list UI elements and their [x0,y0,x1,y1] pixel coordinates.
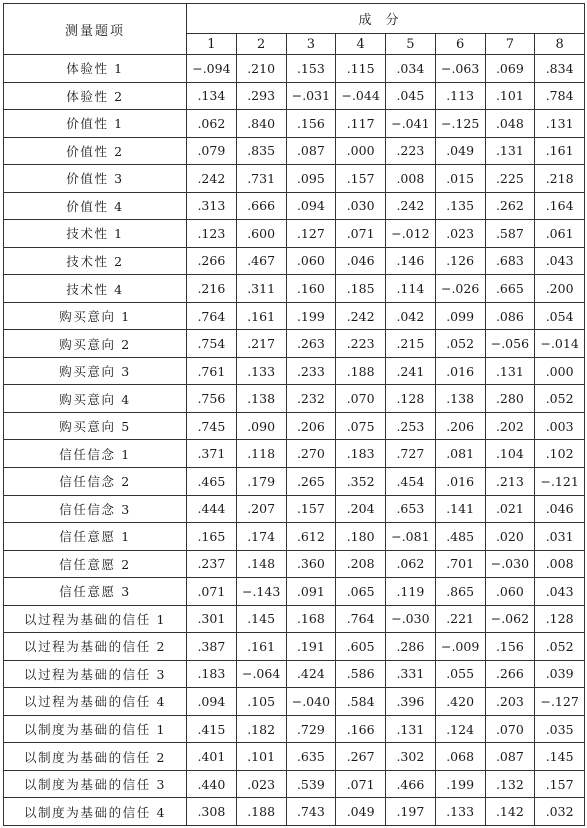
loading-value-cell: .207 [236,495,286,523]
loading-value-cell: .465 [187,467,237,495]
item-label-cell: 以过程为基础的信任 2 [4,633,187,661]
item-label-cell: 信任信念 3 [4,495,187,523]
loading-value-cell: .605 [336,633,386,661]
loading-value-cell: −.127 [535,688,585,716]
loading-value-cell: .055 [435,660,485,688]
table-row [4,165,585,193]
component-number-header: 2 [236,34,286,55]
loading-value-cell: .293 [236,82,286,110]
loading-value-cell: .094 [187,688,237,716]
loading-value-cell: .191 [286,633,336,661]
loading-value-cell: .180 [336,523,386,551]
loading-value-cell: .188 [236,798,286,826]
loading-value-cell: .761 [187,357,237,385]
loading-value-cell: .764 [336,605,386,633]
loading-value-cell: .183 [336,440,386,468]
table-row [4,798,585,826]
loading-value-cell: .123 [187,220,237,248]
loading-value-cell: .146 [386,247,436,275]
loading-value-cell: .003 [535,412,585,440]
loading-value-cell: .069 [485,55,535,83]
item-label-cell: 以过程为基础的信任 1 [4,605,187,633]
loading-value-cell: .183 [187,660,237,688]
component-number-header: 7 [485,34,535,55]
loading-value-cell: .060 [485,578,535,606]
loading-value-cell: .087 [485,743,535,771]
loading-value-cell: .834 [535,55,585,83]
loading-value-cell: .020 [485,523,535,551]
loading-value-cell: .131 [386,715,436,743]
table-row [4,743,585,771]
component-number-header: 8 [535,34,585,55]
table-row [4,715,585,743]
loading-value-cell: .242 [187,165,237,193]
table-row [4,385,585,413]
loading-value-cell: .865 [435,578,485,606]
loading-value-cell: .600 [236,220,286,248]
loading-value-cell: .666 [236,192,286,220]
loading-value-cell: .101 [236,743,286,771]
loading-value-cell: .262 [485,192,535,220]
item-label-cell: 购买意向 2 [4,330,187,358]
item-label-cell: 信任信念 2 [4,467,187,495]
loading-value-cell: .764 [187,302,237,330]
loading-value-cell: −.026 [435,275,485,303]
loading-value-cell: −.094 [187,55,237,83]
loading-value-cell: −.030 [386,605,436,633]
loading-value-cell: .701 [435,550,485,578]
table-row [4,688,585,716]
loading-value-cell: .233 [286,357,336,385]
loading-value-cell: .138 [236,385,286,413]
loading-value-cell: .242 [336,302,386,330]
loading-value-cell: .743 [286,798,336,826]
loading-value-cell: .016 [435,467,485,495]
item-label-cell: 技术性 2 [4,247,187,275]
loading-value-cell: .156 [286,110,336,138]
table-row [4,495,585,523]
loading-value-cell: .118 [236,440,286,468]
loading-value-cell: .115 [336,55,386,83]
loading-value-cell: −.064 [236,660,286,688]
loading-value-cell: .203 [485,688,535,716]
loading-value-cell: .048 [485,110,535,138]
loading-value-cell: .179 [236,467,286,495]
loading-value-cell: .784 [535,82,585,110]
component-number-header: 6 [435,34,485,55]
loading-value-cell: .046 [535,495,585,523]
item-label-cell: 购买意向 1 [4,302,187,330]
loading-value-cell: .182 [236,715,286,743]
loading-value-cell: .157 [535,770,585,798]
loading-value-cell: .052 [435,330,485,358]
loading-value-cell: .031 [535,523,585,551]
loading-value-cell: .119 [386,578,436,606]
loading-value-cell: .840 [236,110,286,138]
loading-value-cell: .126 [435,247,485,275]
loading-value-cell: .141 [435,495,485,523]
loading-value-cell: .756 [187,385,237,413]
loading-value-cell: .145 [535,743,585,771]
item-label-cell: 以制度为基础的信任 2 [4,743,187,771]
loading-value-cell: .302 [386,743,436,771]
table-row [4,220,585,248]
loading-value-cell: .101 [485,82,535,110]
component-number-header: 5 [386,34,436,55]
loading-value-cell: .117 [336,110,386,138]
loading-value-cell: .016 [435,357,485,385]
loading-value-cell: .070 [336,385,386,413]
loading-value-cell: .266 [485,660,535,688]
table-row [4,633,585,661]
loading-value-cell: −.044 [336,82,386,110]
item-label-cell: 价值性 3 [4,165,187,193]
item-label-cell: 信任意愿 2 [4,550,187,578]
loading-value-cell: .199 [286,302,336,330]
item-label-cell: 购买意向 3 [4,357,187,385]
loading-value-cell: .071 [336,770,386,798]
loading-value-cell: .729 [286,715,336,743]
component-number-header: 4 [336,34,386,55]
loading-value-cell: −.040 [286,688,336,716]
table-row [4,578,585,606]
loading-value-cell: .161 [535,137,585,165]
factor-loading-table [3,3,585,826]
loading-value-cell: .131 [485,357,535,385]
loading-value-cell: .090 [236,412,286,440]
loading-value-cell: .049 [336,798,386,826]
loading-value-cell: .396 [386,688,436,716]
loading-value-cell: .160 [286,275,336,303]
loading-value-cell: .731 [236,165,286,193]
loading-value-cell: .127 [286,220,336,248]
loading-value-cell: .081 [435,440,485,468]
loading-value-cell: .134 [187,82,237,110]
loading-value-cell: .242 [386,192,436,220]
loading-value-cell: .199 [435,770,485,798]
loading-value-cell: .311 [236,275,286,303]
loading-value-cell: .444 [187,495,237,523]
loading-value-cell: −.125 [435,110,485,138]
loading-value-cell: −.014 [535,330,585,358]
table-row [4,247,585,275]
table-row [4,412,585,440]
loading-value-cell: .128 [535,605,585,633]
loading-value-cell: .420 [435,688,485,716]
loading-value-cell: .301 [187,605,237,633]
loading-value-cell: −.056 [485,330,535,358]
table-row [4,770,585,798]
table-row [4,82,585,110]
loading-value-cell: .165 [187,523,237,551]
loading-value-cell: .008 [535,550,585,578]
loading-value-cell: .202 [485,412,535,440]
loading-value-cell: .232 [286,385,336,413]
loading-value-cell: .114 [386,275,436,303]
loading-value-cell: .157 [286,495,336,523]
loading-value-cell: .145 [236,605,286,633]
loading-value-cell: .131 [485,137,535,165]
loading-value-cell: .094 [286,192,336,220]
component-column-header: 成分 [187,4,585,34]
loading-value-cell: .161 [236,633,286,661]
table-row [4,357,585,385]
loading-value-cell: .156 [485,633,535,661]
loading-value-cell: .584 [336,688,386,716]
loading-value-cell: .206 [286,412,336,440]
loading-value-cell: −.031 [286,82,336,110]
loading-value-cell: .360 [286,550,336,578]
loading-value-cell: .185 [336,275,386,303]
loading-value-cell: .032 [535,798,585,826]
loading-value-cell: .133 [236,357,286,385]
loading-value-cell: .049 [435,137,485,165]
loading-value-cell: .415 [187,715,237,743]
loading-value-cell: −.143 [236,578,286,606]
loading-value-cell: .157 [336,165,386,193]
item-label-cell: 信任意愿 1 [4,523,187,551]
loading-value-cell: .124 [435,715,485,743]
loading-value-cell: .034 [386,55,436,83]
table-body [4,55,585,826]
loading-value-cell: .331 [386,660,436,688]
loading-value-cell: .052 [535,633,585,661]
loading-value-cell: .035 [535,715,585,743]
loading-value-cell: .131 [535,110,585,138]
loading-value-cell: .200 [535,275,585,303]
loading-value-cell: .241 [386,357,436,385]
component-number-header: 1 [187,34,237,55]
loading-value-cell: .265 [286,467,336,495]
loading-value-cell: .727 [386,440,436,468]
loading-value-cell: .000 [336,137,386,165]
loading-value-cell: .061 [535,220,585,248]
table-row [4,110,585,138]
loading-value-cell: .068 [435,743,485,771]
loading-value-cell: .371 [187,440,237,468]
loading-value-cell: .586 [336,660,386,688]
loading-value-cell: .138 [435,385,485,413]
table-row [4,192,585,220]
loading-value-cell: .142 [485,798,535,826]
loading-value-cell: .466 [386,770,436,798]
loading-value-cell: .280 [485,385,535,413]
loading-value-cell: .263 [286,330,336,358]
loading-value-cell: .745 [187,412,237,440]
loading-value-cell: .070 [485,715,535,743]
loading-value-cell: .221 [435,605,485,633]
loading-value-cell: .253 [386,412,436,440]
loading-value-cell: .215 [386,330,436,358]
loading-value-cell: .218 [535,165,585,193]
item-label-cell: 价值性 2 [4,137,187,165]
table-row [4,275,585,303]
loading-value-cell: .754 [187,330,237,358]
loading-value-cell: .045 [386,82,436,110]
item-label-cell: 以制度为基础的信任 3 [4,770,187,798]
loading-value-cell: .065 [336,578,386,606]
item-column-header: 测量题项 [4,4,187,55]
loading-value-cell: .204 [336,495,386,523]
loading-value-cell: .043 [535,247,585,275]
loading-value-cell: .166 [336,715,386,743]
loading-value-cell: −.062 [485,605,535,633]
loading-value-cell: .612 [286,523,336,551]
item-label-cell: 信任信念 1 [4,440,187,468]
loading-value-cell: .208 [336,550,386,578]
item-label-cell: 价值性 4 [4,192,187,220]
loading-value-cell: .665 [485,275,535,303]
table-row [4,330,585,358]
loading-value-cell: .587 [485,220,535,248]
loading-value-cell: .485 [435,523,485,551]
loading-value-cell: .099 [435,302,485,330]
loading-value-cell: .454 [386,467,436,495]
loading-value-cell: .467 [236,247,286,275]
loading-value-cell: .060 [286,247,336,275]
loading-value-cell: .161 [236,302,286,330]
loading-value-cell: .153 [286,55,336,83]
loading-value-cell: .128 [386,385,436,413]
loading-value-cell: .095 [286,165,336,193]
loading-value-cell: .223 [386,137,436,165]
loading-value-cell: .216 [187,275,237,303]
item-label-cell: 体验性 1 [4,55,187,83]
table-row [4,605,585,633]
loading-value-cell: .104 [485,440,535,468]
loading-value-cell: −.009 [435,633,485,661]
loading-value-cell: .071 [187,578,237,606]
loading-value-cell: .030 [336,192,386,220]
loading-value-cell: .021 [485,495,535,523]
table-row [4,302,585,330]
item-label-cell: 信任意愿 3 [4,578,187,606]
loading-value-cell: .079 [187,137,237,165]
loading-value-cell: .635 [286,743,336,771]
item-label-cell: 以制度为基础的信任 4 [4,798,187,826]
loading-value-cell: .267 [336,743,386,771]
table-row [4,55,585,83]
loading-value-cell: .062 [187,110,237,138]
loading-value-cell: .313 [187,192,237,220]
loading-value-cell: .308 [187,798,237,826]
loading-value-cell: .148 [236,550,286,578]
loading-value-cell: .206 [435,412,485,440]
item-label-cell: 价值性 1 [4,110,187,138]
item-label-cell: 技术性 4 [4,275,187,303]
loading-value-cell: .091 [286,578,336,606]
loading-value-cell: −.063 [435,55,485,83]
loading-value-cell: .653 [386,495,436,523]
loading-value-cell: −.012 [386,220,436,248]
loading-value-cell: .217 [236,330,286,358]
loading-value-cell: .046 [336,247,386,275]
component-number-header: 3 [286,34,336,55]
loading-value-cell: .401 [187,743,237,771]
item-label-cell: 以过程为基础的信任 4 [4,688,187,716]
table-row [4,660,585,688]
loading-value-cell: .266 [187,247,237,275]
loading-value-cell: .188 [336,357,386,385]
loading-value-cell: −.121 [535,467,585,495]
loading-value-cell: .086 [485,302,535,330]
loading-value-cell: .042 [386,302,436,330]
loading-value-cell: .133 [435,798,485,826]
loading-value-cell: .197 [386,798,436,826]
loading-value-cell: .539 [286,770,336,798]
loading-value-cell: .087 [286,137,336,165]
item-label-cell: 购买意向 5 [4,412,187,440]
loading-value-cell: .835 [236,137,286,165]
loading-value-cell: .424 [286,660,336,688]
loading-value-cell: .352 [336,467,386,495]
loading-value-cell: .113 [435,82,485,110]
loading-value-cell: .132 [485,770,535,798]
loading-value-cell: .043 [535,578,585,606]
item-label-cell: 体验性 2 [4,82,187,110]
loading-value-cell: −.030 [485,550,535,578]
loading-value-cell: .039 [535,660,585,688]
loading-value-cell: .023 [435,220,485,248]
loading-value-cell: .071 [336,220,386,248]
loading-value-cell: .225 [485,165,535,193]
loading-value-cell: .174 [236,523,286,551]
loading-value-cell: .210 [236,55,286,83]
loading-value-cell: .105 [236,688,286,716]
loading-value-cell: .683 [485,247,535,275]
loading-value-cell: .075 [336,412,386,440]
loading-value-cell: .015 [435,165,485,193]
table-row [4,467,585,495]
loading-value-cell: .164 [535,192,585,220]
loading-value-cell: −.081 [386,523,436,551]
table-row [4,523,585,551]
loading-value-cell: .223 [336,330,386,358]
loading-value-cell: .052 [535,385,585,413]
loading-value-cell: .000 [535,357,585,385]
loading-value-cell: .008 [386,165,436,193]
loading-value-cell: .213 [485,467,535,495]
header-row [4,4,585,34]
loading-value-cell: .270 [286,440,336,468]
loading-value-cell: .168 [286,605,336,633]
loading-value-cell: .062 [386,550,436,578]
item-label-cell: 以过程为基础的信任 3 [4,660,187,688]
loading-value-cell: .054 [535,302,585,330]
item-label-cell: 技术性 1 [4,220,187,248]
table-row [4,550,585,578]
loading-value-cell: .023 [236,770,286,798]
item-label-cell: 以制度为基础的信任 1 [4,715,187,743]
table-row [4,137,585,165]
table-row [4,440,585,468]
loading-value-cell: .440 [187,770,237,798]
loading-value-cell: .286 [386,633,436,661]
loading-value-cell: −.041 [386,110,436,138]
loading-value-cell: .237 [187,550,237,578]
loading-value-cell: .135 [435,192,485,220]
item-label-cell: 购买意向 4 [4,385,187,413]
loading-value-cell: .387 [187,633,237,661]
loading-value-cell: .102 [535,440,585,468]
